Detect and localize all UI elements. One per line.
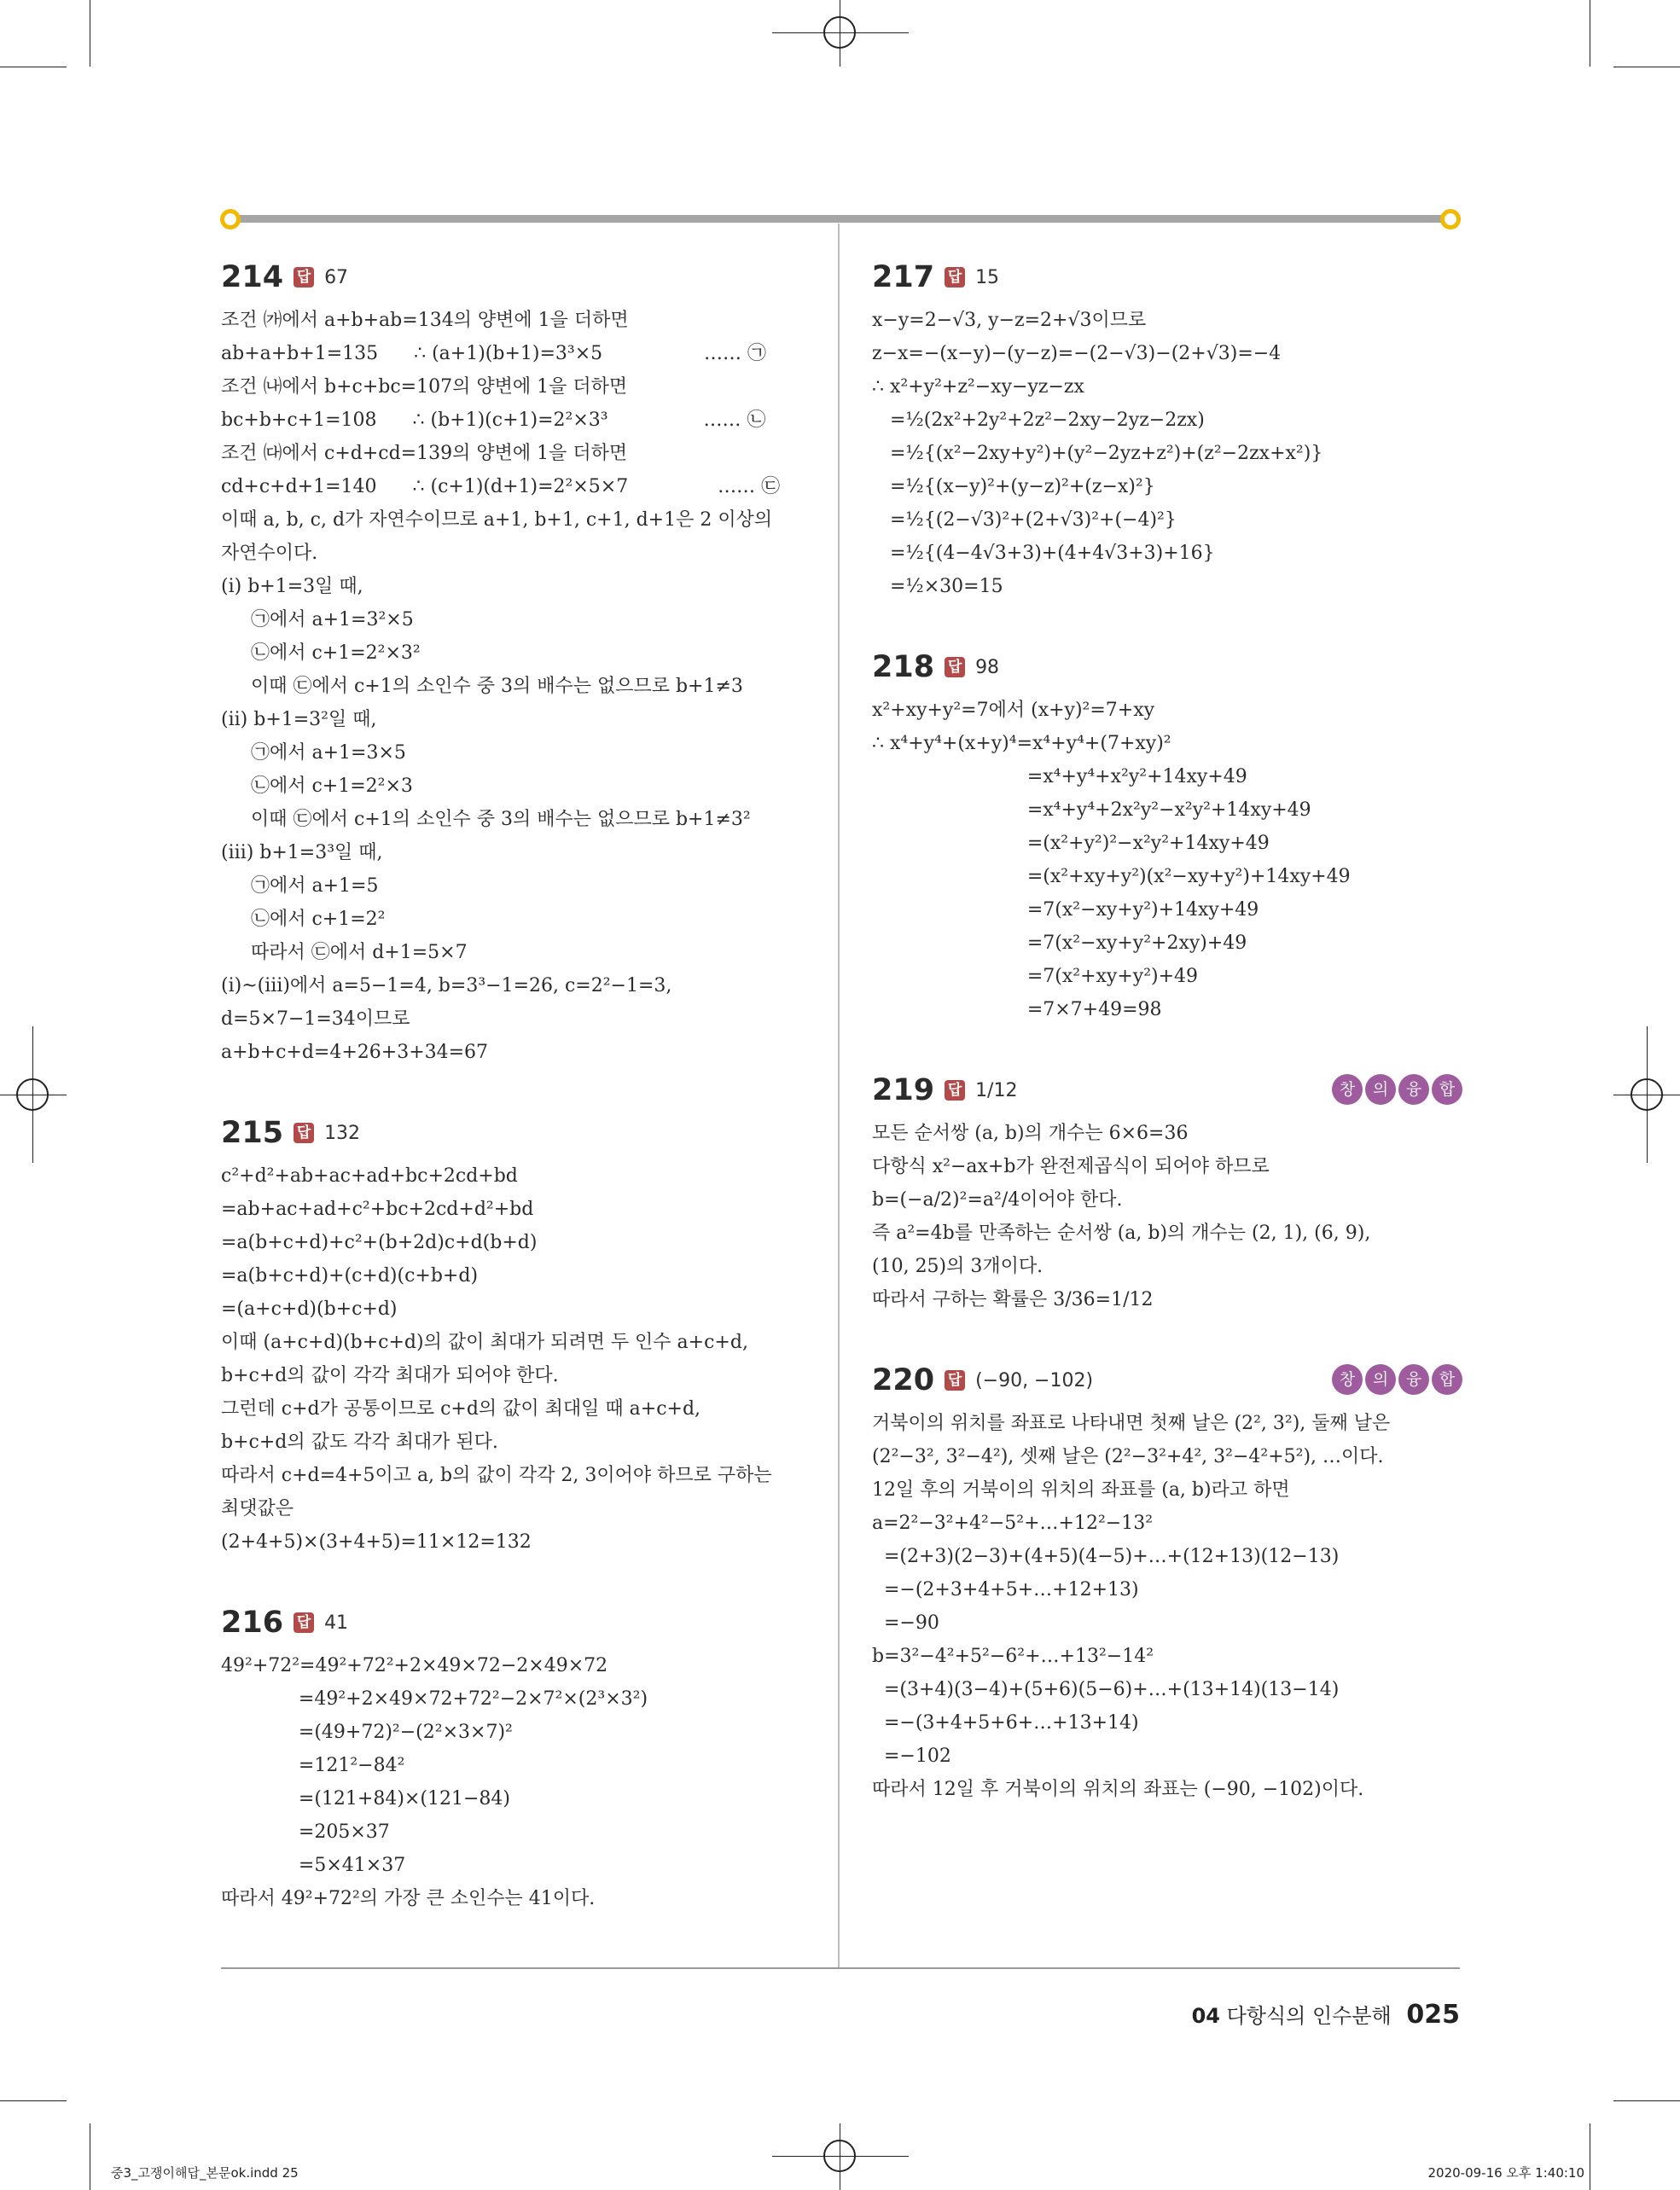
solution-line: =(2+3)(2−3)+(4+5)(4−5)+…+(12+13)(12−13)	[872, 1546, 1340, 1567]
tag-char: 의	[1365, 1074, 1396, 1105]
problem-number: 216	[221, 1606, 284, 1640]
solution-line: 그런데 c+d가 공통이므로 c+d의 값이 최대일 때 a+c+d,	[221, 1398, 701, 1420]
solution-line: ㉠에서 a+1=5	[221, 875, 379, 897]
crop-mark	[1613, 2100, 1680, 2101]
creative-convergence-tag	[1332, 1364, 1462, 1395]
solution-line: =−(3+4+5+6+…+13+14)	[872, 1712, 1139, 1734]
solution-line: a=2²−3²+4²−5²+…+12²−13²	[872, 1513, 1154, 1534]
solution-line: (2+4+5)×(3+4+5)=11×12=132	[221, 1531, 532, 1553]
tag-char: 합	[1432, 1074, 1462, 1105]
solution-line: c²+d²+ab+ac+ad+bc+2cd+bd	[221, 1165, 518, 1187]
solution-line: x²+xy+y²=7에서 (x+y)²=7+xy	[872, 700, 1155, 721]
answer-badge: 답	[945, 267, 965, 288]
solution-line: 이때 a, b, c, d가 자연수이므로 a+1, b+1, c+1, d+1은 2 이상의	[221, 509, 773, 531]
solution-line: =½{(2−√3)²+(2+√3)²+(−4)²}	[872, 509, 1177, 531]
solution-line: =49²+2×49×72+72²−2×7²×(2³×3²)	[221, 1688, 648, 1710]
solution-line: ㉡에서 c+1=2²	[221, 909, 386, 930]
solution-line: 즉 a²=4b를 만족하는 순서쌍 (a, b)의 개수는 (2, 1), (6, 9),	[872, 1223, 1371, 1244]
solution-line: bc+b+c+1=108 ∴ (b+1)(c+1)=2²×3³ …… ㉡	[221, 410, 766, 431]
solution-line: ㉠에서 a+1=3×5	[221, 742, 406, 764]
solution-line: =ab+ac+ad+c²+bc+2cd+d²+bd	[221, 1199, 534, 1220]
solution-line: 이때 ㉢에서 c+1의 소인수 중 3의 배수는 없으므로 b+1≠3	[221, 676, 743, 697]
solution-line: (ⅱ) b+1=3²일 때,	[221, 709, 377, 730]
solution-line: =121²−84²	[221, 1755, 405, 1776]
solution-line: 따라서 구하는 확률은 3/36=1/12	[872, 1289, 1154, 1310]
solution-line: =7×7+49=98	[872, 999, 1162, 1020]
chapter-title: 다항식의 인수분해	[1226, 2004, 1392, 2028]
solution-line: ㉡에서 c+1=2²×3²	[221, 642, 421, 664]
tag-char: 융	[1398, 1364, 1429, 1395]
solution-line: (ⅰ)~(ⅲ)에서 a=5−1=4, b=3³−1=26, c=2²−1=3,	[221, 975, 672, 996]
problem-header	[872, 1069, 1469, 1112]
problem-215	[221, 1112, 818, 1559]
solution-line: ㉠에서 a+1=3²×5	[221, 609, 414, 630]
solution-line: 따라서 ㉢에서 d+1=5×7	[221, 942, 468, 963]
solution-line: =x⁴+y⁴+x²y²+14xy+49	[872, 766, 1247, 787]
solution-line: ∴ x²+y²+z²−xy−yz−zx	[872, 376, 1084, 398]
solution-line: (ⅲ) b+1=3³일 때,	[221, 842, 383, 863]
answer-value: 41	[324, 1612, 349, 1634]
chapter-number: 04	[1191, 2004, 1220, 2028]
solution-line: 이때 ㉢에서 c+1의 소인수 중 3의 배수는 없으므로 b+1≠3²	[221, 809, 751, 830]
solution-line: =−(2+3+4+5+…+12+13)	[872, 1579, 1139, 1600]
problem-216	[221, 1601, 818, 1915]
problem-219	[872, 1069, 1469, 1316]
solution-line: b=(−a/2)²=a²/4이어야 한다.	[872, 1189, 1123, 1211]
solution-line: =(49+72)²−(2²×3×7)²	[221, 1722, 513, 1743]
problem-number: 217	[872, 260, 935, 294]
problem-header	[872, 256, 1469, 299]
solution-line: a+b+c+d=4+26+3+34=67	[221, 1042, 489, 1063]
problem-number: 215	[221, 1116, 284, 1150]
solution-line: 49²+72²=49²+72²+2×49×72−2×49×72	[221, 1655, 608, 1676]
answer-value: 1/12	[975, 1079, 1018, 1101]
problem-header	[221, 1112, 818, 1154]
tag-char: 창	[1332, 1074, 1363, 1105]
column-divider	[838, 224, 840, 1968]
solution-line: b+c+d의 값도 각각 최대가 된다.	[221, 1432, 498, 1453]
solution-line: (2²−3², 3²−4²), 셋째 날은 (2²−3²+4², 3²−4²+5²), …이다.	[872, 1446, 1384, 1467]
slug-file: 중3_고쟁이해답_본문ok.indd 25	[111, 2165, 299, 2181]
answer-badge: 답	[294, 1612, 314, 1633]
solution-line: ㉡에서 c+1=2²×3	[221, 776, 413, 797]
creative-convergence-tag	[1332, 1074, 1462, 1105]
solution-line: =½(2x²+2y²+2z²−2xy−2yz−2zx)	[872, 410, 1205, 431]
answer-value: 67	[324, 266, 349, 288]
answer-badge: 답	[945, 1370, 965, 1391]
problem-header	[872, 1359, 1469, 1402]
solution-line: =½{(4−4√3+3)+(4+4√3+3)+16}	[872, 543, 1215, 564]
tag-char: 창	[1332, 1364, 1363, 1395]
solution-line: ∴ x⁴+y⁴+(x+y)⁴=x⁴+y⁴+(7+xy)²	[872, 733, 1171, 754]
problem-header	[221, 1601, 818, 1644]
problem-header	[221, 256, 818, 299]
problem-217	[872, 256, 1469, 603]
registration-mark	[823, 16, 856, 49]
solution-line: 모든 순서쌍 (a, b)의 개수는 6×6=36	[872, 1123, 1189, 1144]
solution-line: =½{(x−y)²+(y−z)²+(z−x)²}	[872, 476, 1155, 497]
tag-char: 의	[1365, 1364, 1396, 1395]
solution-line: =x⁴+y⁴+2x²y²−x²y²+14xy+49	[872, 799, 1311, 821]
registration-mark	[823, 2140, 856, 2172]
solution-line: b+c+d의 값이 각각 최대가 되어야 한다.	[221, 1365, 559, 1386]
solution-line: 조건 ㈎에서 a+b+ab=134의 양변에 1을 더하면	[221, 310, 629, 331]
solution-line: =a(b+c+d)+c²+(b+2d)c+d(b+d)	[221, 1232, 538, 1253]
slug-timestamp: 2020-09-16 오후 1:40:10	[1427, 2165, 1584, 2181]
solution-line: =(121+84)×(121−84)	[221, 1788, 510, 1810]
solution-line: ab+a+b+1=135 ∴ (a+1)(b+1)=3³×5 …… ㉠	[221, 343, 767, 364]
problem-number: 220	[872, 1363, 935, 1397]
solution-line: 자연수이다.	[221, 543, 318, 564]
crop-mark	[0, 2100, 67, 2101]
solution-line: =7(x²+xy+y²)+49	[872, 966, 1199, 987]
header-rule-dot	[220, 209, 241, 229]
answer-badge: 답	[294, 1123, 314, 1143]
header-rule-dot	[1440, 209, 1461, 229]
page-number: 025	[1406, 2000, 1460, 2030]
solution-line: =½{(x²−2xy+y²)+(y²−2yz+z²)+(z²−2zx+x²)}	[872, 443, 1323, 464]
bottom-rule	[221, 1967, 1460, 1969]
solution-line: 다항식 x²−ax+b가 완전제곱식이 되어야 하므로	[872, 1156, 1270, 1177]
problem-header	[872, 646, 1469, 688]
solution-line: =−90	[872, 1612, 939, 1634]
solution-line: (ⅰ) b+1=3일 때,	[221, 576, 363, 597]
solution-line: =(a+c+d)(b+c+d)	[221, 1298, 398, 1320]
problem-214	[221, 256, 818, 1069]
solution-line: 이때 (a+c+d)(b+c+d)의 값이 최대가 되려면 두 인수 a+c+d,	[221, 1332, 748, 1353]
solution-line: b=3²−4²+5²−6²+…+13²−14²	[872, 1646, 1154, 1667]
registration-mark	[1631, 1078, 1663, 1111]
solution-line: 거북이의 위치를 좌표로 나타내면 첫째 날은 (2², 3²), 둘째 날은	[872, 1413, 1391, 1434]
solution-line: =(x²+y²)²−x²y²+14xy+49	[872, 833, 1270, 854]
answer-value: 98	[975, 656, 1000, 678]
solution-line: =½×30=15	[872, 576, 1003, 597]
solution-line: 조건 ㈏에서 b+c+bc=107의 양변에 1을 더하면	[221, 376, 628, 398]
problem-218	[872, 646, 1469, 1026]
solution-line: 최댓값은	[221, 1498, 294, 1519]
solution-line: =a(b+c+d)+(c+d)(c+b+d)	[221, 1265, 479, 1287]
solution-line: =7(x²−xy+y²+2xy)+49	[872, 932, 1247, 954]
running-footer	[1192, 1999, 1460, 2030]
solution-line: 따라서 49²+72²의 가장 큰 소인수는 41이다.	[221, 1888, 596, 1909]
registration-mark	[16, 1078, 49, 1111]
solution-line: =7(x²−xy+y²)+14xy+49	[872, 899, 1259, 921]
solution-line: (10, 25)의 3개이다.	[872, 1256, 1043, 1277]
answer-value: (−90, −102)	[975, 1369, 1094, 1391]
problem-number: 214	[221, 260, 284, 294]
right-column	[872, 256, 1469, 1849]
header-rule	[229, 215, 1450, 223]
solution-line: 따라서 c+d=4+5이고 a, b의 값이 각각 2, 3이어야 하므로 구하는	[221, 1465, 772, 1486]
answer-badge: 답	[294, 267, 314, 288]
answer-value: 132	[324, 1122, 361, 1144]
problem-number: 219	[872, 1073, 935, 1107]
solution-line: =(x²+xy+y²)(x²−xy+y²)+14xy+49	[872, 866, 1351, 887]
solution-line: 12일 후의 거북이의 위치의 좌표를 (a, b)라고 하면	[872, 1479, 1290, 1501]
problem-number: 218	[872, 650, 935, 684]
left-column	[221, 256, 818, 1958]
solution-line: =−102	[872, 1746, 951, 1767]
answer-badge: 답	[945, 1080, 965, 1101]
tag-char: 융	[1398, 1074, 1429, 1105]
answer-badge: 답	[945, 657, 965, 677]
solution-line: 따라서 12일 후 거북이의 위치의 좌표는 (−90, −102)이다.	[872, 1779, 1364, 1800]
solution-line: =205×37	[221, 1821, 390, 1843]
solution-line: d=5×7−1=34이므로	[221, 1008, 410, 1030]
solution-line: z−x=−(x−y)−(y−z)=−(2−√3)−(2+√3)=−4	[872, 343, 1282, 364]
solution-line: =5×41×37	[221, 1855, 406, 1876]
solution-line: =(3+4)(3−4)+(5+6)(5−6)+…+(13+14)(13−14)	[872, 1679, 1340, 1700]
problem-220	[872, 1359, 1469, 1806]
solution-line: x−y=2−√3, y−z=2+√3이므로	[872, 310, 1147, 331]
answer-value: 15	[975, 266, 1000, 288]
solution-line: cd+c+d+1=140 ∴ (c+1)(d+1)=2²×5×7 …… ㉢	[221, 476, 781, 497]
tag-char: 합	[1432, 1364, 1462, 1395]
solution-line: 조건 ㈐에서 c+d+cd=139의 양변에 1을 더하면	[221, 443, 628, 464]
